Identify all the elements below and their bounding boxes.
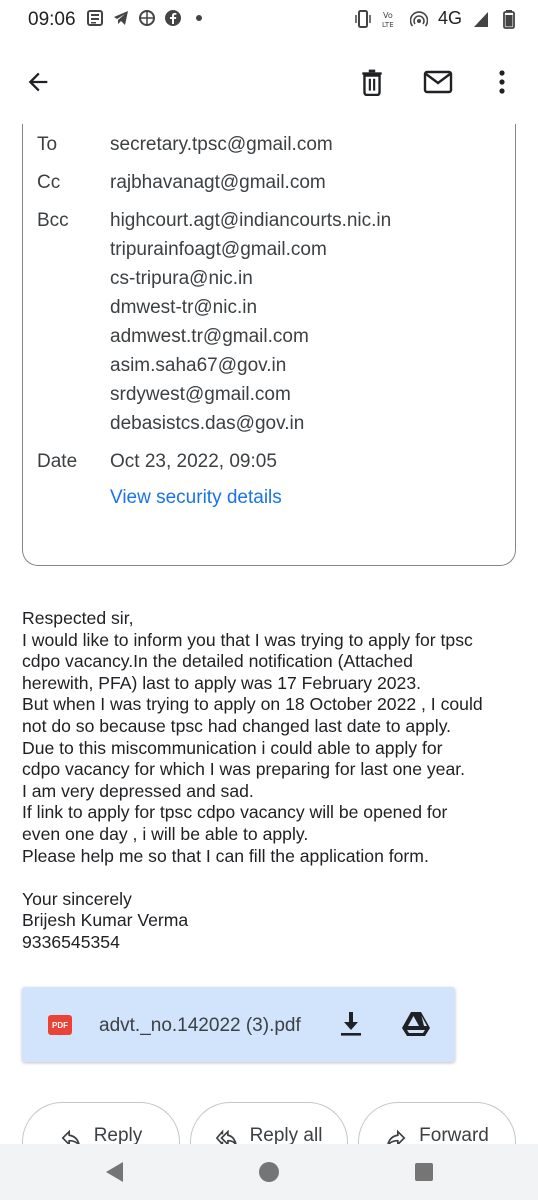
status-left-icons [86,9,208,27]
attachment-chip[interactable] [22,987,455,1062]
reply-all-button[interactable] [190,1102,348,1144]
more-options-button[interactable] [482,62,522,102]
body-line: If link to apply for tpsc cdpo vacancy will be opened for [22,802,448,823]
bcc-address[interactable]: asim.saha67@gov.in [110,355,287,376]
volte-icon [382,9,400,29]
bcc-label: Bcc [37,210,69,231]
more-vert-icon [498,69,506,95]
app-bar [0,40,538,124]
delete-button[interactable] [352,62,392,102]
back-arrow-icon [24,68,52,96]
nav-home-icon [258,1161,280,1183]
save-to-drive-button[interactable] [400,1009,432,1039]
bcc-address[interactable]: highcourt.agt@indiancourts.nic.in [110,210,392,231]
to-label: To [37,134,58,155]
bcc-address-list [110,206,391,438]
forward-button[interactable] [358,1102,516,1144]
body-line: cdpo vacancy for which I was preparing for last one year. [22,759,466,780]
body-spacer [22,867,522,889]
telegram-icon [112,9,130,27]
signal-icon [472,9,490,29]
body-line: cdpo vacancy.In the detailed notification (Attached [22,651,413,672]
forward-label: Forward [419,1125,489,1144]
drive-icon [401,1011,431,1037]
message-details-card [22,124,516,566]
download-icon [340,1011,362,1037]
body-line: I would like to inform you that I was trying to apply for tpsc [22,629,473,650]
battery-icon [500,9,518,29]
signature-line: Brijesh Kumar Verma [22,910,189,931]
network-type: 4G [437,8,462,28]
nav-back-icon [103,1160,125,1184]
view-security-details-link[interactable]: View security details [110,487,282,508]
body-line: herewith, PFA) last to apply was 17 February 2023. [22,672,421,693]
bcc-address[interactable]: debasistcs.das@gov.in [110,413,305,434]
pdf-file-icon: PDF [48,1015,72,1035]
reply-all-icon [216,1127,238,1144]
signature-line[interactable]: 9336545354 [22,931,120,952]
bcc-address[interactable]: cs-tripura@nic.in [110,268,253,289]
body-line: I am very depressed and sad. [22,780,254,801]
attachment-filename: advt._no.142022 (3).pdf [99,1015,301,1036]
facebook-icon [164,9,182,27]
mark-unread-button[interactable] [418,62,458,102]
status-right-icons [354,8,518,29]
date-value: Oct 23, 2022, 09:05 [110,451,277,472]
cc-label: Cc [37,172,61,193]
mail-icon [423,70,453,94]
reply-all-label: Reply all [249,1125,323,1144]
date-label: Date [37,451,78,472]
body-line: not do so because tpsc had changed last date to apply. [22,715,452,736]
reply-actions [0,1100,538,1144]
cc-address[interactable]: rajbhavanagt@gmail.com [110,172,326,193]
vibrate-icon [354,9,372,29]
body-line: Due to this miscommunication i could able to apply for [22,737,443,758]
nav-home-button[interactable] [257,1160,281,1184]
nav-recents-button[interactable] [412,1160,436,1184]
system-nav-bar [0,1144,538,1200]
news-icon [86,9,104,27]
dot-icon [190,9,208,27]
trash-icon [359,68,385,96]
reply-label: Reply [93,1125,143,1144]
nav-recents-icon [413,1161,435,1183]
svg-text:Vo: Vo [382,10,393,20]
basketball-icon [138,9,156,27]
body-line: But when I was trying to apply on 18 October 2022 , I could [22,694,483,715]
hotspot-icon [410,9,428,29]
reply-button[interactable] [22,1102,180,1144]
body-line: Respected sir, [22,608,134,628]
status-bar [0,0,538,40]
bcc-address[interactable]: srdywest@gmail.com [110,384,291,405]
body-line: Please help me so that I can fill the application form. [22,845,429,866]
email-body [22,608,522,954]
body-line: even one day , i will be able to apply. [22,823,309,844]
bcc-address[interactable]: tripurainfoagt@gmail.com [110,239,327,260]
signature-line: Your sincerely [22,888,132,909]
back-button[interactable] [18,62,58,102]
bcc-address[interactable]: dmwest-tr@nic.in [110,297,258,318]
to-address[interactable]: secretary.tpsc@gmail.com [110,134,333,155]
svg-text:LTE: LTE [381,20,394,29]
status-time: 09:06 [28,9,76,30]
nav-back-button[interactable] [102,1160,126,1184]
forward-icon [385,1127,407,1144]
download-button[interactable] [336,1009,366,1039]
bcc-address[interactable]: admwest.tr@gmail.com [110,326,309,347]
reply-icon [60,1127,82,1144]
